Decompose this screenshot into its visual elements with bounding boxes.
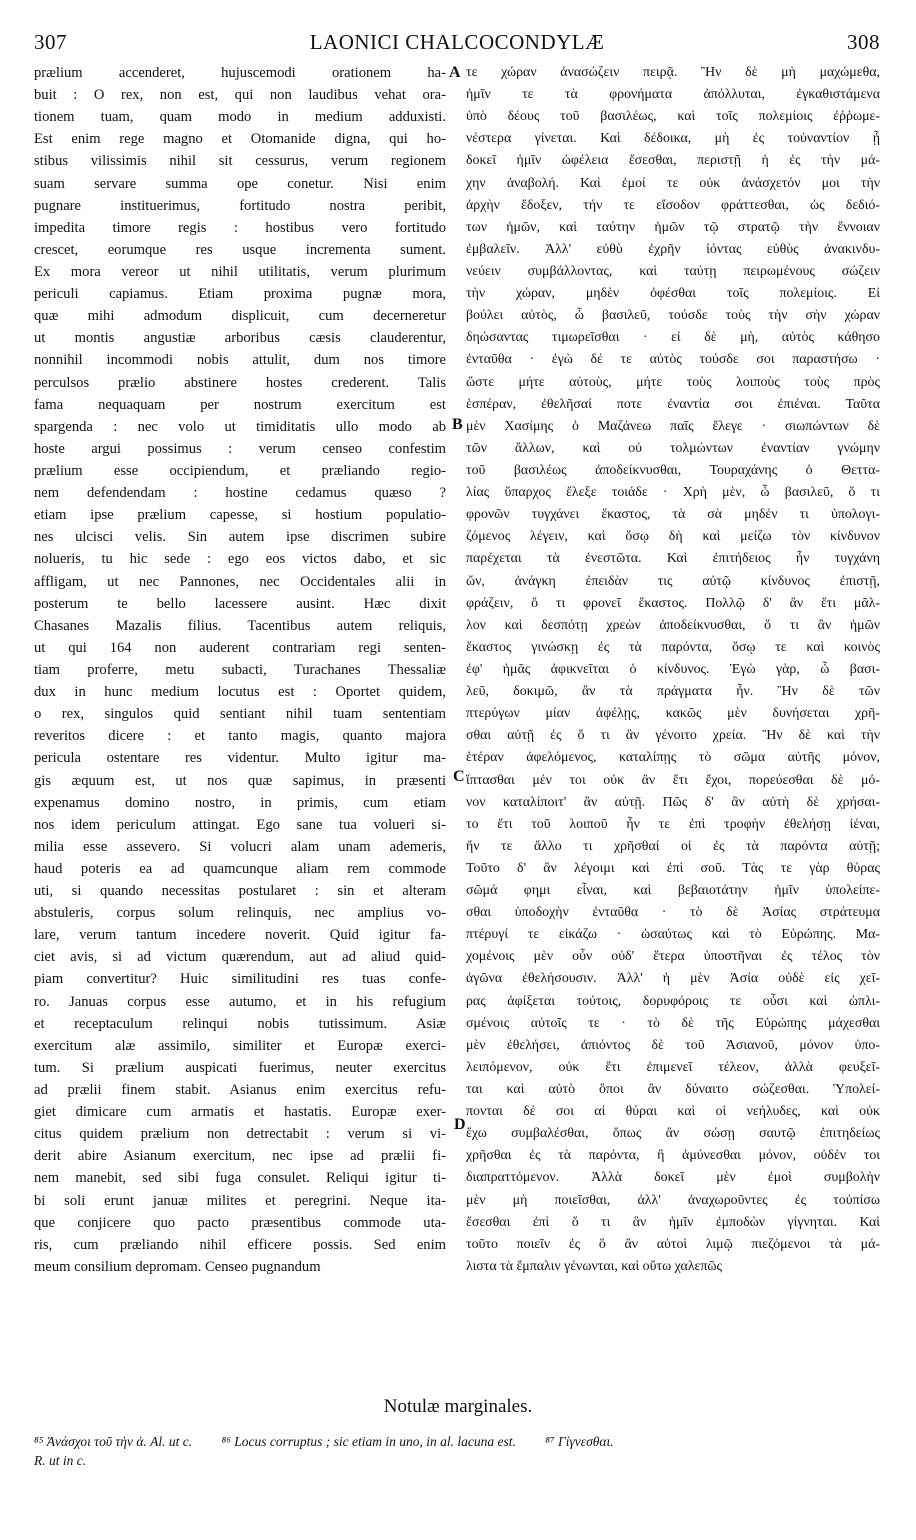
latin-text-line: meum consilium depromam. Censeo pugnandum [34, 1258, 321, 1275]
greek-text-line: τῶν ἄλλων, καὶ οὐ τολμώντων ἐναντίαν γνώμην [466, 440, 880, 456]
greek-text-line: των ἡμῶν, καὶ ταύτην ἡμῶν τῷ στρατῷ τὴν ἔννοιαν [466, 219, 880, 235]
latin-text-line: ciet avis, si ad victum quærendum, aut ad aliud quid- [34, 949, 446, 966]
latin-text-line: haud poteris ea ad quamcunque aliam rem commode [34, 860, 446, 877]
latin-text-line: abstuleris, corpus solum relinquis, nec amplius vo- [34, 905, 446, 922]
latin-text-line: prælium accenderet, hujuscemodi orationem ha- [34, 65, 446, 81]
margin-marker-c: C [453, 768, 465, 785]
latin-text-line: tiam proferre, metu subacti, Turachanes Thessaliæ [34, 661, 446, 678]
latin-text-line: nos idem periculum attingat. Ego sane tua volueri si- [34, 816, 446, 833]
greek-text-line: σθαι αὐτῇ ἐς ὅ τι ἂν γένοιτο χρεία. Ἢν δὲ καὶ τὴν [466, 728, 880, 744]
latin-text-line: ut montis angustiæ arboribus cæsis clauderentur, [34, 330, 446, 347]
latin-text-line: nonnihil incommodi nobis attulit, dum nos timore [34, 352, 446, 369]
margin-marker-b: B [452, 416, 463, 433]
latin-text-line: impedita timore regis : hostibus vero fortitudo [34, 219, 446, 236]
latin-text-line: bi soli erunt januæ milites et peregrini. Neque ita- [34, 1192, 446, 1209]
latin-text-line: dux in hunc medium locutus est : Oportet quidem, [34, 684, 446, 701]
greek-text-line: ὑπὸ δέους τοῦ βασιλέως, καὶ τοῖς πολεμίοις ἐῤῥωμε- [466, 109, 880, 125]
greek-text-line: βούλει αὐτὸς, ὦ βασιλεῦ, τούσδε τοὺς τὴν σὴν χώραν [466, 308, 880, 324]
latin-text-line: giet dimicare cum armatis et hastatis. Europæ exer- [34, 1104, 446, 1121]
latin-text-line: hoste argui possimus : verum censeo confestim [34, 440, 446, 457]
margin-marker-a: A [449, 64, 461, 81]
latin-text-line: perculsos prælio abstinere hostes crederent. Talis [34, 374, 446, 391]
latin-text-line: etiam ipse prælium capesse, si hostium populatio- [34, 507, 446, 524]
latin-text-line: citus quidem prælium non detrectabit : verum si vi- [34, 1126, 446, 1143]
greek-text-line: ἑσπέραν, ἐθελῆσαί ποτε ἐναντία σοι ἐπιέναι. Ταῦτα [466, 396, 880, 412]
greek-text-line: πτερύγων μίαν ἀφέλῃς, κακῶς μὲν δυνήσεται χρῆ- [466, 706, 880, 722]
greek-text-line: σθαι ὑποδοχὴν ἐνταῦθα · τὸ δὲ Ἀσίας στράτευμα [466, 905, 880, 921]
latin-text-line: lare, verum tantum incedere noverit. Quid igitur fa- [34, 927, 446, 944]
latin-text-line: Est enim rege magno et Otomanide digna, qui ho- [34, 131, 446, 148]
latin-text-line: que conjicere quo pacto præsentibus commode uta- [34, 1214, 446, 1231]
footnote-86: ⁸⁶ Locus corruptus ; sic etiam in uno, in al. lacuna est. [221, 1434, 516, 1449]
notes-heading: Notulæ marginales. [383, 1396, 533, 1417]
latin-text-line: Ex mora vereor ut nihil utilitatis, verum plurimum [34, 263, 446, 280]
greek-text-line: ἕκαστος γινώσκῃ ἐς τὰ παρόντα, ὅσῳ τε καὶ κοινὸς [466, 639, 880, 655]
latin-text-line: pericula ostentare res videntur. Multo igitur ma- [34, 750, 446, 767]
greek-text-line: ἔσεσθαι ἐπὶ ὅ τι ἂν ἡμῖν ἐμποδὼν γίγνηται. Καὶ [466, 1214, 880, 1230]
greek-text-line: τὴν χώραν, μηδὲν ὀφέσθαι τοῖς πολεμίοις. Εἰ [466, 286, 880, 302]
footnote-85: ⁸⁵ Ἀνάσχοι τοῦ τὴν ἀ. Al. ut c. [34, 1434, 193, 1449]
latin-text-line: nolueris, tu hic sede : ego eos victos dabo, et sic [34, 551, 446, 568]
latin-text-line: et receptaculum relinqui nobis tutissimum. Asiæ [34, 1015, 446, 1032]
latin-text-line: ad prælii finem stabit. Asianus enim exercitus refu- [34, 1082, 446, 1099]
greek-text-line: ζόμενος λέγειν, καὶ ὅσῳ δὴ καὶ μείζω τὸν κίνδυνον [466, 529, 880, 545]
latin-text-line: prælium esse occipiendum, et præliando regio- [34, 462, 446, 479]
latin-column [34, 62, 446, 1278]
latin-text-line: buit : O rex, non est, qui non laudibus vehat ora- [34, 87, 446, 104]
greek-text-line: φράζειν, ὅ τι φρονεῖ ἕκαστος. Πολλῷ δ' ἂν ἔτι μᾶλ- [466, 595, 880, 611]
greek-text-line: ἀρχὴν ἔδοξεν, τήν τε εἴσοδον φράττεσθαι, ὡς δεδιό- [466, 197, 880, 213]
latin-text-line: expenamus domino nostro, in primis, cum etiam [34, 794, 446, 811]
greek-text-line: τοῦτο ποιεῖν ἐς ὃ ἂν αὐτοὶ λιμῷ πιεζόμενοι τὰ μά- [466, 1236, 880, 1252]
greek-text-line: σμένοις αὐτοῖς τε · τὸ δὲ τῆς Εὐρώπης μάχεσθαι [466, 1015, 880, 1031]
latin-text-line: uti, si quando necessitas postularet : sin et alteram [34, 883, 446, 900]
greek-text-line: πτέρυγί τε εἰκάζω · ὡσαύτως καὶ τὸ Εὐρώπης. Μα- [466, 927, 880, 943]
latin-text-line: stibus vilissimis nihil sit cessurus, verum regionem [34, 153, 446, 170]
greek-text-line: μὲν μὴ ποιεῖσθαι, ἀλλ' ἀναχωροῦντες ἐς τοὐπίσω [466, 1192, 880, 1208]
greek-text-line: ρας ἀφίξεται τούτοις, δορυφόροις τε οὖσι καὶ ὡπλι- [466, 993, 880, 1009]
footnote-continuation: R. ut in c. [34, 1453, 87, 1468]
greek-text-line: διαπραττόμενον. Ἀλλὰ δοκεῖ μὲν ἐμοὶ συμβολὴν [466, 1170, 880, 1186]
greek-text-line: ται καὶ αὐτὸ ὅποι ἂν δύναιτο σώζεσθαι. Ὑπολεί- [466, 1082, 880, 1098]
footnote-87: ⁸⁷ Γίγνεσθαι. [545, 1434, 614, 1449]
greek-text-line: ἤν τε ἄλλο τι χρῆσθαί οἱ ἐς τὰ παρόντα αὐτῇ; [466, 838, 880, 854]
latin-text-line: affligam, ut nec Pannones, nec Occidentales alii in [34, 573, 446, 590]
greek-text-line: φρονῶν τυγχάνει ἕκαστος, τὰ σὰ μηδέν τι ὑπολογι- [466, 507, 880, 523]
greek-text-line: χρῆσθαι ἐς τὰ παρόντα, ἢ ἀμύνεσθαι μόνον, οὐδὲν τοι [466, 1148, 880, 1164]
latin-text-line: exercitum alæ assimilo, similiter et Europæ exerci- [34, 1037, 446, 1054]
greek-text-line: λον καὶ δεσπότῃ χρεὼν ἀποδείκνυσθαι, ὅ τι ἂν ἡμῶν [466, 617, 880, 633]
latin-text-line: nem defendendam : hostine cedamus quæso ? [34, 485, 446, 502]
greek-text-line: ὥστε μήτε αὐτοὺς, μήτε τοὺς λοιποὺς τοὺς πρὸς [466, 374, 880, 390]
greek-text-line: δοκεῖ ἡμῖν ὠφέλεια ἔσεσθαι, περιστῇ ἡ ἐς τὴν μά- [466, 153, 880, 169]
latin-text-line: gis æquum est, ut nos quæ sapimus, in præsenti [34, 772, 446, 789]
latin-text-line: quæ mihi admodum displicuit, cum decerneretur [34, 308, 446, 325]
latin-text-line: milia esse assevero. Si volucri alam unam ademeris, [34, 838, 446, 855]
latin-text-line: tum. Si prælium auspicati fuerimus, neuter exercitus [34, 1059, 446, 1076]
greek-text-line: δηώσαντας τιμωρεῖσθαι · εἰ δὲ μὴ, αὐτὸς κάθησο [466, 330, 880, 346]
latin-text-line: derit abire Asianum exercitum, nec ipse ad prælii fi- [34, 1148, 446, 1165]
greek-text-line: ἀγῶνα ἐθελήσουσιν. Ἀλλ' ἡ μὲν Ἀσία οὐδὲ εἰς χεῖ- [466, 971, 880, 987]
page-number-right: 308 [847, 30, 880, 54]
greek-text-line: ἑτέραν ἀφελόμενος, καταλίπῃς τὸ σῶμα αὐτῆς μόνον, [466, 750, 880, 766]
latin-text-line: suam servare summa ope conetur. Nisi enim [34, 175, 446, 192]
latin-text-line: ris, cum præliando nihil efficere possis. Sed enim [34, 1236, 446, 1253]
latin-text-line: piam convertitur? Huic similitudini res tuas confe- [34, 971, 446, 988]
latin-text-line: posterum te bello lacessere ausint. Hæc dixit [34, 595, 446, 612]
greek-text-line: ἡμῖν τε τὰ φρονήματα ἀπόλλυται, ἐγκαθιστάμενα [466, 87, 880, 103]
greek-text-line: ἔχω συμβαλέσθαι, ὅπως ἂν σώσῃ σαυτῷ ἐπιτηδείως [466, 1126, 880, 1142]
page-header [34, 30, 880, 60]
greek-text-line: λεῦ, δοκιμῶ, ἄν τὰ πράγματα ἦν. Ἢν δὲ τῶν [466, 684, 880, 700]
greek-text-line: ἵπτασθαι μέν τοι οὐκ ἂν ἔτι ἔχοι, πορεύεσθαι δὲ μό- [466, 772, 880, 788]
running-title: LAONICI CHALCOCONDYLÆ [309, 30, 605, 54]
latin-text-line: o rex, singulos quid sentiant nihil tuam sententiam [34, 706, 446, 723]
latin-text-line: Chasanes Mazalis filius. Tacentibus autem reliquis, [34, 617, 446, 634]
greek-text-line: παρέχεται τὰ ἐνεστῶτα. Καὶ ἐπιτήδειος ἦν τυγχάνη [466, 551, 880, 567]
latin-text-line: reveritos dicere : et tanto magis, quanto majora [34, 728, 446, 745]
greek-text-line: χην ἀναβολή. Καὶ ἐμοί τε οὐκ ἀνάσχετόν μοι τὴν [466, 175, 880, 191]
latin-text-line: pugnare instituerimus, fortitudo nostra peribit, [34, 197, 446, 214]
page-number-left: 307 [34, 30, 67, 54]
greek-text-line: ἐνταῦθα · ἐγὼ δέ τε αὐτὸς τούσδε σοι παραστήσω · [466, 352, 880, 368]
greek-text-line: το ἔτι τοῦ λοιποῦ ἦν τε ἐπὶ τροφὴν ἐθελήσῃ ἰέναι, [466, 816, 880, 832]
greek-text-line: νεύειν συμβάλλοντας, καὶ ταύτῃ πειρωμένους σώζειν [466, 263, 880, 279]
greek-text-line: λίας ὕπαρχος ἔλεξε τοιάδε · Χρὴ μὲν, ὦ βασιλεῦ, ὅ τι [466, 485, 880, 501]
greek-text-line: ἐφ' ἡμᾶς ἀφικνεῖται ὁ κίνδυνος. Ἐγὼ γὰρ, ὦ βασι- [466, 661, 880, 677]
greek-column [466, 62, 880, 1278]
greek-text-line: Τοῦτο δ' ἂν λέγοιμι καὶ ἐπὶ σοῦ. Τὰς τε γὰρ θύρας [466, 860, 880, 876]
greek-text-line: νον καταλίποιτ' ἂν αὐτῇ. Πῶς δ' ἂν αὐτὴ δὲ χρήσαι- [466, 794, 880, 810]
footnotes [34, 1432, 880, 1470]
greek-text-line: σῶμά φημι εἶναι, καὶ βεβαιοτάτην ἡμῖν ὑπολείπε- [466, 883, 880, 899]
greek-text-line: ἐμβαλεῖν. Ἀλλ' εὐθὺ ἐχρῆν ἰόντας εὐθὺς ἀνακινδυ- [466, 241, 880, 257]
latin-text-line: spargenda : nec volo ut timiditatis ullo modo ab [34, 418, 446, 435]
greek-text-line: ὤν, ἀνάγκη ἐπειδὰν τις αὐτῷ κίνδυνος ἐπιστῇ, [466, 573, 880, 589]
greek-text-line: μὲν ἐθελήσει, ἀπιόντος δὲ τοῦ Ἀσιανοῦ, μόνον ὑπο- [466, 1037, 880, 1053]
latin-text-line: ut qui 164 non auderent contrariam regi senten- [34, 639, 446, 656]
greek-text-line: χομένοις μὲν οὖν οὐδ' ἕτερα ὑποστῆναι ἐς τέλος τὸν [466, 949, 880, 965]
greek-text-line: μὲν Χασίμης ὁ Μαζάνεω παῖς ἔλεγε · σιωπώντων δὲ [466, 418, 880, 434]
latin-text-line: crescet, eorumque res usque incrementa sument. [34, 241, 446, 258]
latin-text-line: periculi capiamus. Etiam proxima pugnæ mora, [34, 286, 446, 303]
greek-text-line: νέστερα γίνεται. Καὶ δέδοικα, μὴ ἐς τοὐναντίον ᾖ [466, 131, 880, 147]
latin-text-line: ro. Januas corpus esse autumo, et in his refugium [34, 993, 446, 1010]
latin-text-line: fama nequaquam per nostrum exercitum est [34, 396, 446, 413]
latin-text-line: nes ulcisci velis. Sin autem ipse discrimen subire [34, 529, 446, 546]
greek-text-line: τοῦ βασιλέως ἀποδείκνυσθαι, Τουραχάνης ὁ Θεττα- [466, 462, 880, 478]
latin-text-line: nem manebit, sed sibi fuga consulet. Reliqui igitur ti- [34, 1170, 446, 1187]
greek-text-line: τε χώραν ἀνασώζειν πειρᾷ. Ἢν δὲ μὴ μαχώμεθα, [466, 65, 880, 80]
latin-text-line: tionem tuam, quam modo in medium adduxisti. [34, 109, 446, 126]
margin-marker-d: D [454, 1116, 466, 1133]
greek-text-line: πονται δέ σοι αἱ θύραι καὶ οἱ νεήλυδες, καὶ οὐκ [466, 1104, 880, 1120]
greek-text-line: λιστα τὰ ἔμπαλιν γένωνται, καὶ οὕτω χαλεπῶς [466, 1258, 723, 1274]
greek-text-line: λειπόμενον, οὐκ ἔτι ἐπιμενεῖ τέλεον, ἀλλὰ φευξεῖ- [466, 1059, 880, 1075]
